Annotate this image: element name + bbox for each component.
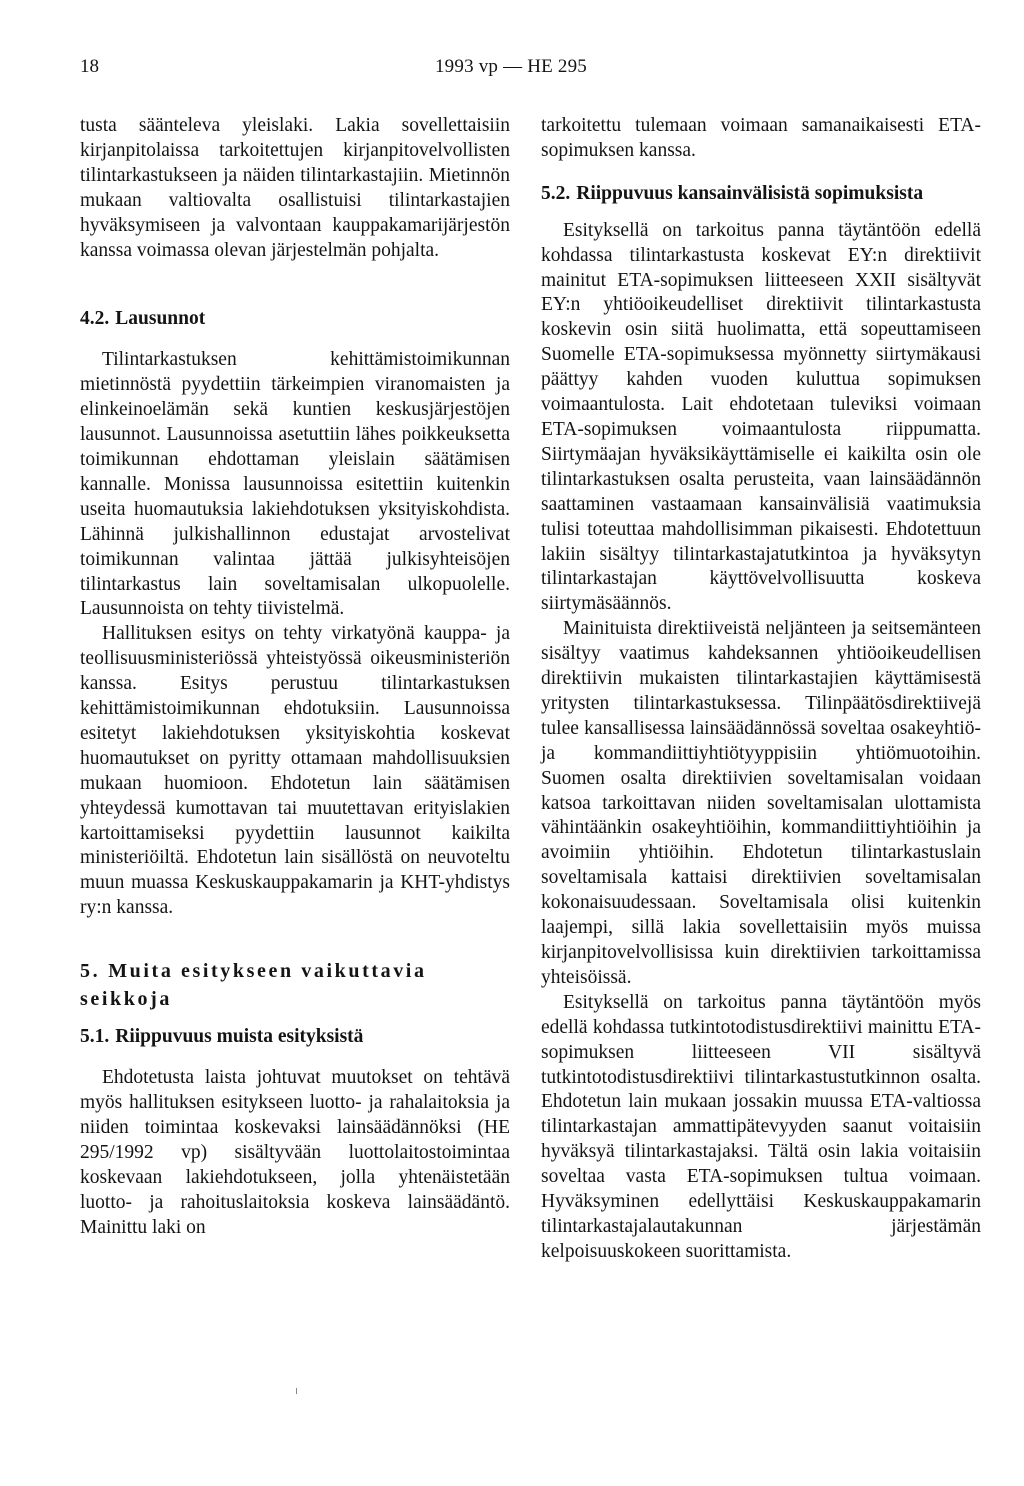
paragraph-intro-continuation: tusta säänteleva yleislaki. Lakia sovellettaisiin kirjanpitolaissa tarkoitettujen kirjanpitovelvollisten tilintarkastukseen ja näiden tilintarkastajiin. Mietinnön mukaan valtiovalta osallistuisi tilintarkastajien hyväksymiseen ja valvontaan kauppakamarijärjestön kanssa voimassa olevan järjestelmän pohjalta. <box>80 115 510 261</box>
right-column <box>541 114 981 1265</box>
page-number: 18 <box>80 56 99 77</box>
chapter-heading-5 <box>80 957 510 1013</box>
running-head: 1993 vp — HE 295 <box>434 56 588 77</box>
chapter-title: Muita esitykseen vaikuttavia seikkoja <box>80 960 427 1011</box>
section-heading-4-2 <box>80 307 510 332</box>
section-title: Riippuvuus muista esityksistä <box>115 1026 364 1048</box>
paragraph-hallituksen-esitys: Hallituksen esitys on tehty virkatyönä kauppa- ja teollisuusministeriössä yhteistyössä oikeusministeriön kanssa. Esitys perustuu tilintarkastuksen kehittämistoimikunnan ehdotuksiin. Lausunnoissa esitetyt lakiehdotuksen yksityiskohtia koskevat huomautukset on pyritty ottamaan mahdollisuuksien mukaan huomioon. Ehdotetun lain säätämisen yhteydessä kumottavan tai muutettavan erityislakien kartoittamiseksi pyydettiin lausunnot kaikilta ministeriöiltä. Ehdotetun lain sisällöstä on neuvoteltu muun muassa Keskuskauppakamarin ja KHT-yhdistys ry:n kanssa. <box>80 623 510 919</box>
paragraph-continuation: tarkoitettu tulemaan voimaan samanaikaisesti ETA-sopimuksen kanssa. <box>541 115 981 161</box>
paragraph-directives: Mainituista direktiiveistä neljänteen ja seitsemänteen sisältyy vaatimus kahdeksannen yhtiöoikeudellisen direktiivin mukaisten tilintarkastajien käyttämisestä yritysten tilintarkastuksessa. Tilinpäätösdirektiivejä tulee kansallisessa lainsäädännössä soveltaa osakeyhtiö- ja kommandiittiyhtiötyyppisiin yhtiömuotoihin. Suomen osalta direktiivien soveltamisalan voidaan katsoa tarkoittavan niiden soveltamisalan ulottamista vähintäänkin osakeyhtiöihin, kommandiittiyhtiöihin ja avoimiin yhtiöihin. Ehdotetun tilintarkastuslain soveltamisala kattaisi direktiivien soveltamisalan kokonaisuudessaan. Soveltamisala olisi kuitenkin laajempi, sillä lakia sovellettaisiin myös muissa kirjanpitovelvollisissa kuin direktiivien tarkoittamissa yhteisöissä. <box>541 618 981 988</box>
page-header <box>80 56 942 82</box>
paragraph-eta-implementation: Esityksellä on tarkoitus panna täytäntöön edellä kohdassa tilintarkastusta koskevat EY:n direktiivit mainitut ETA-sopimuksen liitteeseen XXII sisältyvät EY:n yhtiöoikeudelliset direktiivit tilintarkastusta koskevin osin siitä huolimatta, että sopeuttamiseen Suomelle ETA-sopimuksessa myönnetty siirtymäkausi päättyy kahden vuoden kuluttua sopimuksen voimaantulosta. Lait ehdotetaan tuleviksi voimaan ETA-sopimuksen voimaantulosta riippumatta. Siirtymäajan hyväksikäyttämiselle ei kaikilta osin ole tilintarkastuksen osalta perusteita, vaan lainsäädännön saattaminen vastaamaan kansainvälisiä vaatimuksia tulisi toteuttaa mahdollisimman pikaisesti. Ehdotettuun lakiin sisältyy tilintarkastajatutkintoa ja hyväksytyn tilintarkastajan käyttövelvollisuutta koskeva siirtymäsäännös. <box>541 219 981 615</box>
left-column <box>80 114 510 1240</box>
section-number: 5.2. <box>541 182 571 204</box>
chapter-number: 5. <box>80 960 101 983</box>
section-title: Lausunnot <box>115 308 206 330</box>
scan-mark <box>296 1388 297 1394</box>
section-heading-5-1 <box>80 1025 510 1050</box>
paragraph-riippuvuus-muista: Ehdotetusta laista johtuvat muutokset on tehtävä myös hallituksen esitykseen luotto- ja rahalaitoksia ja niiden toimintaa koskevaksi lainsäädännöksi (HE 295/1992 vp) sisältyvään luottolaitostoimintaa koskevaan lakiehdotukseen, jolla yhtenäistetään luotto- ja rahoituslaitoksia koskeva lainsäädäntö. Mainittu laki on <box>80 1067 510 1238</box>
paragraph-lausunnot: Tilintarkastuksen kehittämistoimikunnan mietinnöstä pyydettiin tärkeimpien viranomaisten ja elinkeinoelämän sekä kuntien keskusjärjestöjen lausunnot. Lausunnoissa asetuttiin lähes poikkeuksetta toimikunnan ehdottaman yleislain säätämisen kannalle. Monissa lausunnoissa esitettiin kuitenkin useita huomautuksia lakiehdotuksen yksityiskohdista. Lähinnä julkishallinnon edustajat arvostelivat toimikunnan valintaa jättää julkisyhteisöjen tilintarkastus lain soveltamisalan ulkopuolelle. Lausunnoista on tehty tiivistelmä. <box>80 349 510 620</box>
section-number: 4.2. <box>80 308 110 330</box>
section-heading-5-2 <box>541 182 981 207</box>
paragraph-diploma-directive: Esityksellä on tarkoitus panna täytäntöön myös edellä kohdassa tutkintotodistusdirektiivi mainittu ETA-sopimuksen liitteeseen VII sisältyvä tutkintotodistusdirektiivi tilintarkastustutkinnon osalta. Ehdotetun lain mukaan jossakin muussa ETA-valtiossa tilintarkastajan ammattipätevyyden saanut voitaisiin hyväksyä tilintarkastajaksi. Tältä osin lakia voitaisiin soveltaa vasta ETA-sopimuksen tultua voimaan. Hyväksyminen edellyttäisi Keskuskauppakamarin tilintarkastajalautakunnan järjestämän kelpoisuuskokeen suorittamista. <box>541 991 981 1262</box>
section-title: Riippuvuus kansainvälisistä sopimuksista <box>576 182 924 204</box>
section-number: 5.1. <box>80 1026 110 1048</box>
